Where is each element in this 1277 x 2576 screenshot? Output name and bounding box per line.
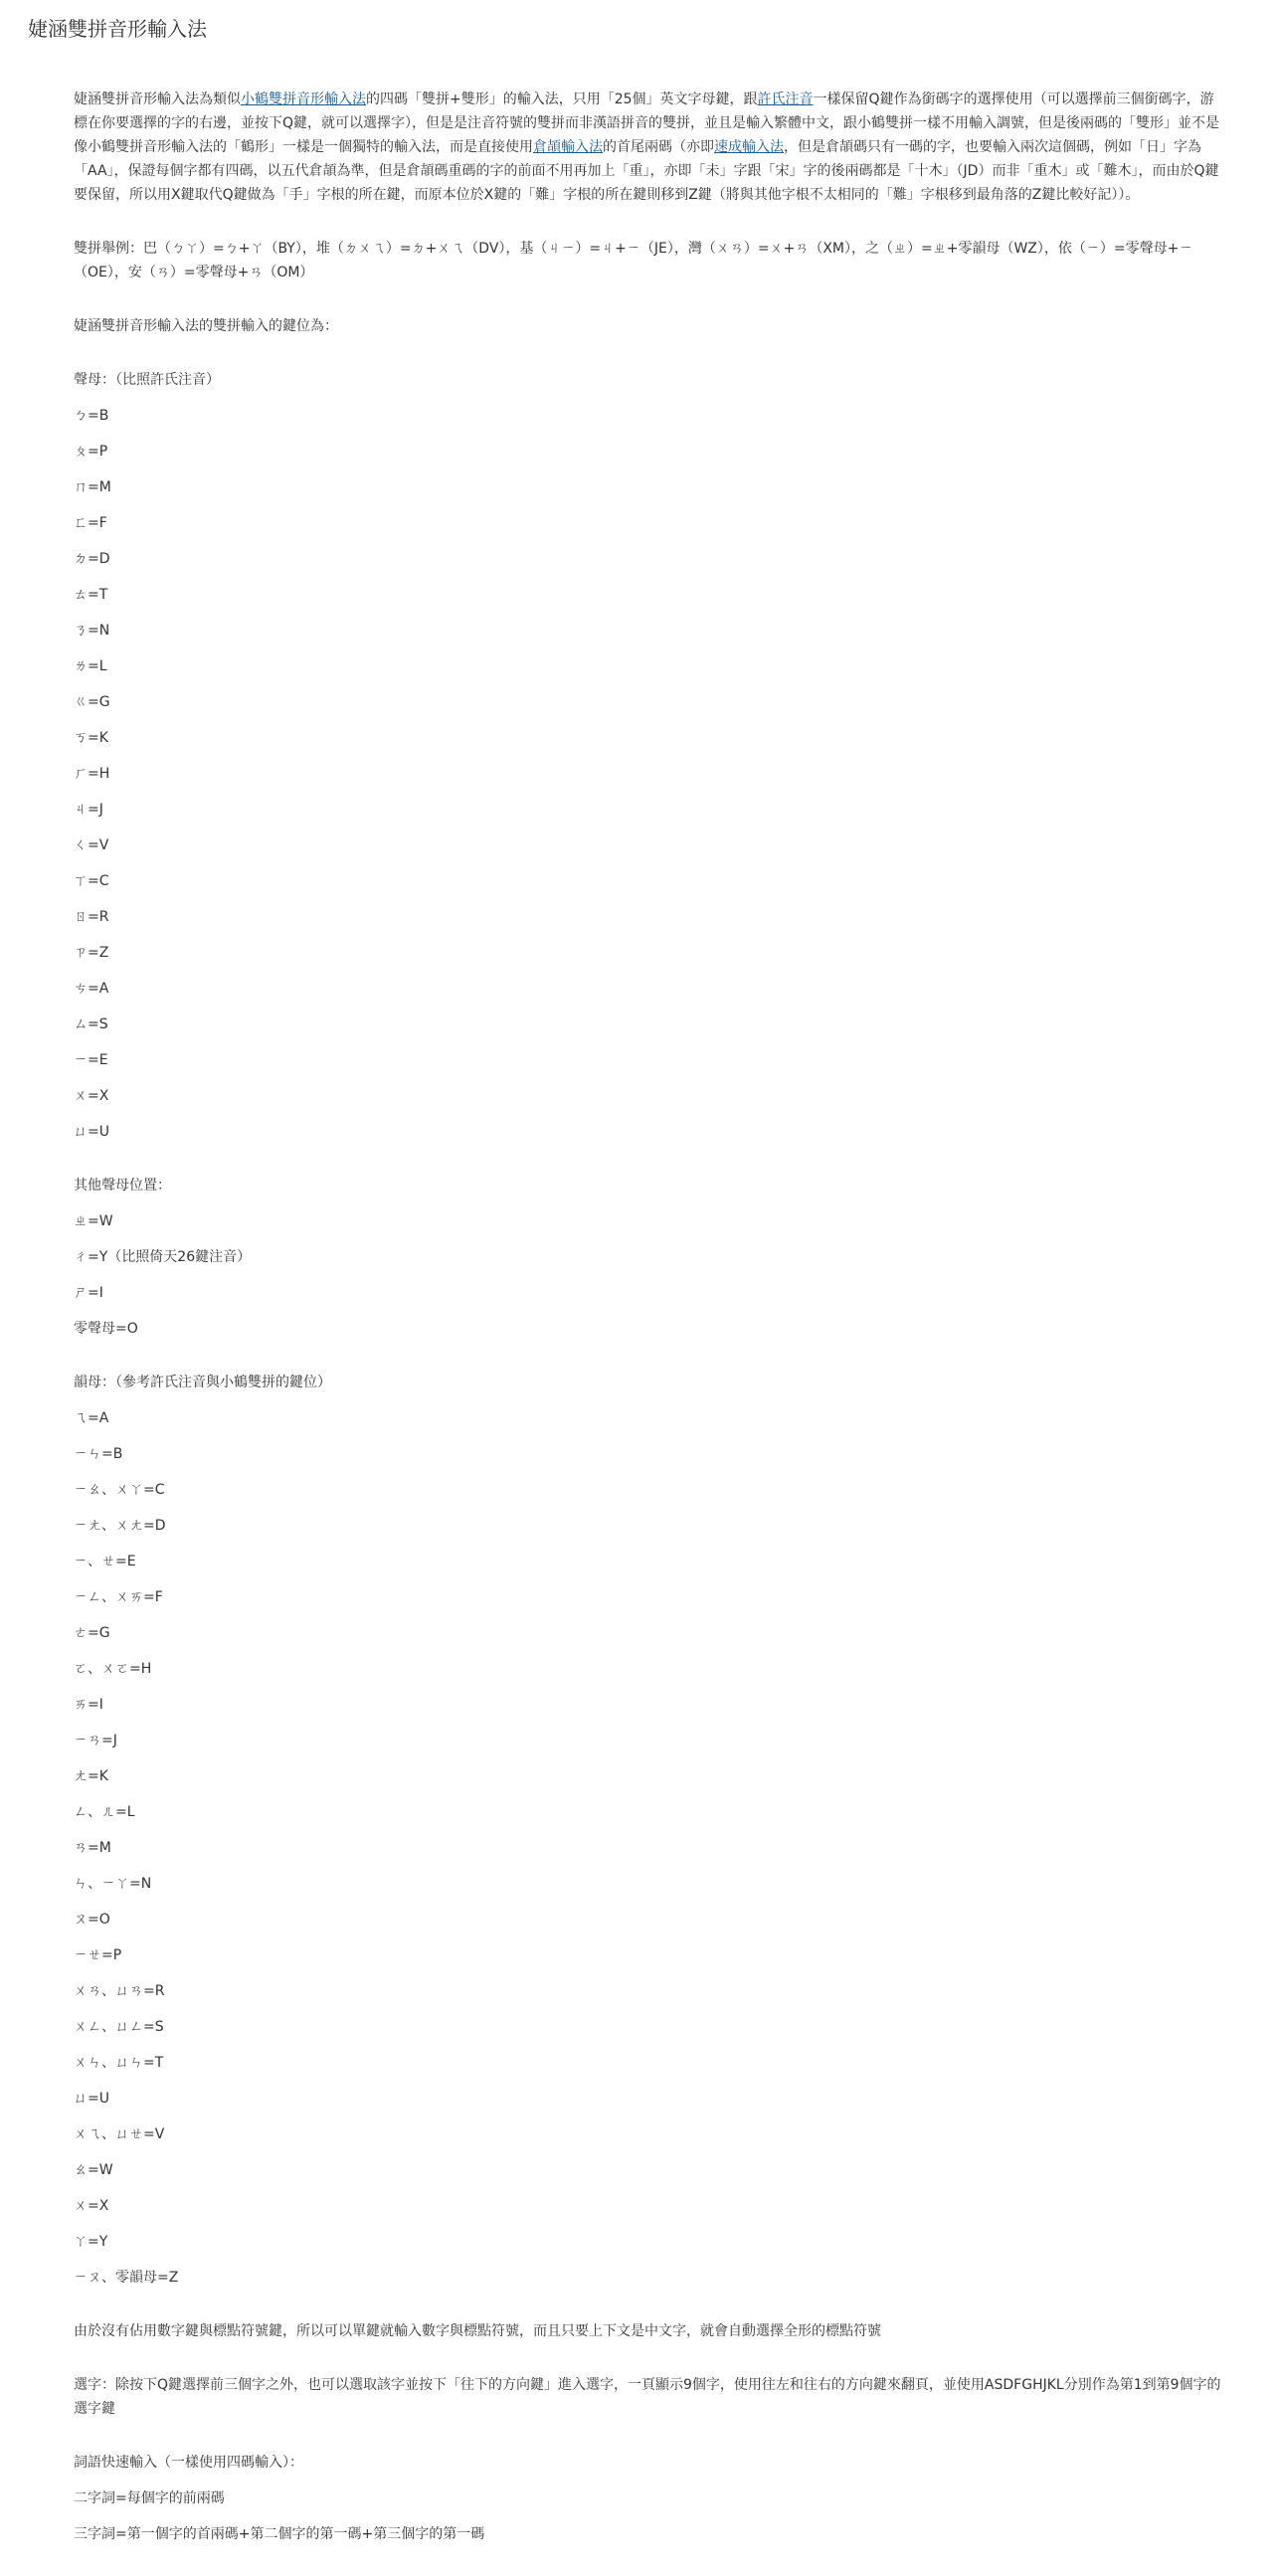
final-mapping-item: ㄧㄠ、ㄨㄚ=C	[74, 1482, 165, 1498]
final-mapping-item: ㄧㄣ=B	[74, 1446, 123, 1462]
final-mapping-item: ㄧㄤ、ㄨㄤ=D	[74, 1518, 166, 1534]
initial-mapping-item: ㄗ=Z	[74, 945, 109, 961]
final-mapping-item: ㄛ、ㄨㄛ=H	[74, 1661, 152, 1677]
final-mapping-item: ㄧㄢ=J	[74, 1733, 117, 1748]
final-mapping-item: ㄜ=G	[74, 1625, 110, 1641]
final-mapping-item: ㄠ=W	[74, 2162, 113, 2178]
phrase-rule-item: 二字詞=每個字的前兩碼	[74, 2490, 225, 2506]
phrase-rules-list	[74, 2486, 1221, 2546]
intro-text-5: ，但是倉頡碼只有一碼的字，也要輸入兩次這個碼，例如「日」字為「AA」，保證每個字都有四碼，以五代倉頡為準，但是倉頡碼重碼的字的前面不用再加上「重」，亦即「未」字跟「宋」字的後兩碼都是「十木」（JD）而非「重木」或「難木」，而由於Q鍵要保留，所以用X鍵取代Q鍵做為「手」字根的所在鍵，而原本位於X鍵的「難」字根的所在鍵則移到Z鍵（將與其他字根不太相同的「難」字根移到最角落的Z鍵比較好記））。	[74, 139, 1219, 203]
other-initials-title: 其他聲母位置：	[74, 1178, 171, 1194]
initial-mapping-item: ㄨ=X	[74, 1088, 109, 1104]
other-initial-item: 零聲母=O	[74, 1321, 138, 1337]
phrase-title: 詞語快速輸入（一樣使用四碼輸入）：	[74, 2455, 303, 2471]
initial-mapping-item: ㄖ=R	[74, 909, 109, 925]
final-mapping-item: ㄤ=K	[74, 1768, 108, 1784]
final-mapping-item: ㄧㄝ=P	[74, 1947, 122, 1963]
initial-mapping-item: ㄈ=F	[74, 515, 107, 531]
initial-mapping-item: ㄌ=L	[74, 658, 107, 674]
phrase-rule-item: 三字詞=第一個字的首兩碼+第二個字的第一碼+第三個字的第一碼	[74, 2526, 485, 2542]
final-mapping-item: ㄨㄟ、ㄩㄝ=V	[74, 2126, 165, 2142]
final-mapping-item: ㄨㄢ、ㄩㄢ=R	[74, 1983, 165, 1999]
initial-mapping-item: ㄅ=B	[74, 408, 109, 424]
selection-note: 選字：除按下Q鍵選擇前三個字之外，也可以選取該字並按下「往下的方向鍵」進入選字，一頁顯示9個字，使用往左和往右的方向鍵來翻頁，並使用ASDFGHJKL分別作為第1到第9個字的選字鍵	[74, 2377, 1221, 2417]
initial-mapping-item: ㄎ=K	[74, 730, 108, 746]
intro-text-4: 的首尾兩碼（亦即	[603, 139, 714, 155]
final-mapping-item: ㄩ=U	[74, 2091, 109, 2107]
final-mapping-item: ㄚ=Y	[74, 2234, 108, 2250]
final-mapping-item: ㄧ、ㄝ=E	[74, 1554, 136, 1569]
article-body	[74, 88, 1221, 2576]
finals-list	[74, 1406, 1221, 2290]
intro-text-3: 一樣保留Q鍵作為銜碼字的選擇使用（可以選擇前三個銜碼字，游標在你要選擇的字的右邊，並按下Q鍵，就可以選擇字），但是是注音符號的雙拼而非漢語拼音的雙拼，並且是輸入繁體中文，跟小鶴雙拼一樣不用輸入調號，但是後兩碼的「雙形」並不是像小鶴雙拼音形輸入法的「鶴形」一樣是一個獨特的輸入法，而是直接使用	[74, 92, 1220, 155]
example-paragraph: 雙拼舉例：巴（ㄅㄚ）=ㄅ+ㄚ（BY），堆（ㄉㄨㄟ）=ㄉ+ㄨㄟ（DV），基（ㄐㄧ）=ㄐ+ㄧ（JE），灣（ㄨㄢ）=ㄨ+ㄢ（XM），之（ㄓ）=ㄓ+零韻母（WZ），依（ㄧ）=零聲母+ㄧ（OE），安（ㄢ）=零聲母+ㄢ（OM）	[74, 241, 1193, 280]
other-initial-item: ㄔ=Y（比照倚天26鍵注音）	[74, 1249, 252, 1265]
initial-mapping-item: ㄏ=H	[74, 766, 110, 782]
final-mapping-item: ㄧㄡ、零韻母=Z	[74, 2270, 179, 2286]
page-title: 婕涵雙拼音形輸入法	[28, 17, 207, 41]
finals-title: 韻母：（參考許氏注音與小鶴雙拼的鍵位）	[74, 1375, 331, 1390]
initials-list	[74, 404, 1221, 1144]
initial-mapping-item: ㄆ=P	[74, 444, 108, 460]
initial-mapping-item: ㄇ=M	[74, 479, 111, 495]
final-mapping-item: ㄧㄥ、ㄨㄞ=F	[74, 1589, 163, 1605]
initial-mapping-item: ㄒ=C	[74, 873, 109, 889]
initial-mapping-item: ㄧ=E	[74, 1052, 108, 1068]
initial-mapping-item: ㄘ=A	[74, 981, 109, 997]
punctuation-note: 由於沒有佔用數字鍵與標點符號鍵，所以可以單鍵就輸入數字與標點符號，而且只要上下文是中文字，就會自動選擇全形的標點符號	[74, 2323, 881, 2339]
final-mapping-item: ㄨㄥ、ㄩㄥ=S	[74, 2019, 164, 2035]
intro-text-1: 婕涵雙拼音形輸入法為類似	[74, 92, 241, 107]
final-mapping-item: ㄢ=M	[74, 1840, 111, 1856]
other-initials-list	[74, 1209, 1221, 1341]
final-mapping-item: ㄥ、ㄦ=L	[74, 1804, 135, 1820]
initial-mapping-item: ㄩ=U	[74, 1124, 109, 1140]
link-sucheng[interactable]: 速成輸入法	[714, 139, 784, 155]
link-xiaohe-shuangpin[interactable]: 小鶴雙拼音形輸入法	[241, 92, 366, 107]
link-cangjie[interactable]: 倉頡輸入法	[533, 139, 603, 155]
keys-intro: 婕涵雙拼音形輸入法的雙拼輸入的鍵位為：	[74, 318, 338, 334]
intro-text-2: 的四碼「雙拼+雙形」的輸入法，只用「25個」英文字母鍵，跟	[366, 92, 758, 107]
initial-mapping-item: ㄙ=S	[74, 1016, 108, 1032]
final-mapping-item: ㄡ=O	[74, 1912, 110, 1928]
other-initial-item: ㄕ=I	[74, 1285, 103, 1301]
initials-title: 聲母：（比照許氏注音）	[74, 372, 220, 388]
initial-mapping-item: ㄋ=N	[74, 623, 110, 639]
initial-mapping-item: ㄊ=T	[74, 587, 108, 603]
initial-mapping-item: ㄑ=V	[74, 837, 109, 853]
final-mapping-item: ㄟ=A	[74, 1410, 109, 1426]
link-xu-shi-zhuyin[interactable]: 許氏注音	[757, 92, 814, 107]
other-initial-item: ㄓ=W	[74, 1213, 113, 1229]
final-mapping-item: ㄣ、ㄧㄚ=N	[74, 1876, 152, 1892]
intro-paragraph	[74, 88, 1221, 207]
final-mapping-item: ㄞ=I	[74, 1697, 103, 1713]
final-mapping-item: ㄨ=X	[74, 2198, 109, 2214]
final-mapping-item: ㄨㄣ、ㄩㄣ=T	[74, 2055, 164, 2071]
initial-mapping-item: ㄍ=G	[74, 694, 110, 710]
initial-mapping-item: ㄐ=J	[74, 802, 103, 818]
initial-mapping-item: ㄉ=D	[74, 551, 110, 567]
